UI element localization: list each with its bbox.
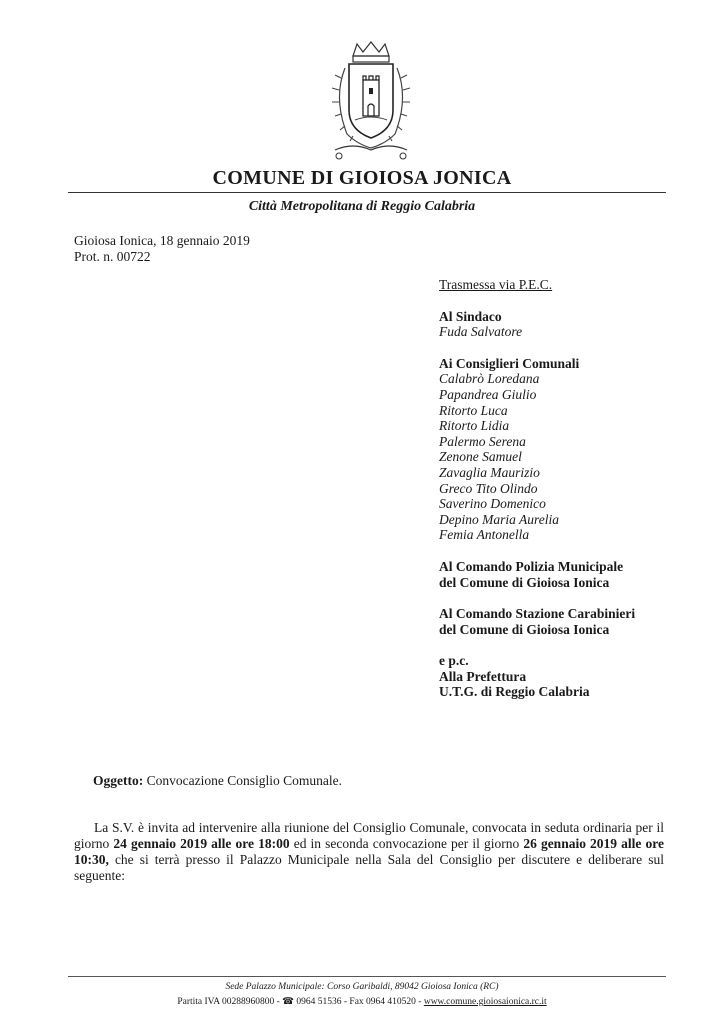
consiglieri-heading: Ai Consiglieri Comunali <box>439 355 580 371</box>
letter-meta <box>74 233 250 265</box>
municipality-subtitle: Città Metropolitana di Reggio Calabria <box>248 199 476 214</box>
place-date: Gioiosa Ionica, 18 gennaio 2019 <box>74 233 250 248</box>
consigliere-name: Zavaglia Maurizio <box>439 464 540 480</box>
consigliere-name: Femia Antonella <box>439 527 530 543</box>
website-link[interactable]: www.comune.gioiosaionica.rc.it <box>423 997 547 1007</box>
footer-address: Sede Palazzo Municipale: Corso Garibaldi, 89042 Gioiosa Ionica (RC) <box>225 982 499 992</box>
carabinieri-subheading: del Comune di Gioiosa Ionica <box>439 621 610 637</box>
consigliere-name: Papandrea Giulio <box>439 386 537 402</box>
body-part-1: La S.V. è invita ad intervenire alla riunione del Consiglio Comunale, convocata in seduta ordinaria per il giorno <box>74 820 664 851</box>
pc-label: e p.c. <box>439 653 469 669</box>
recipients-block <box>439 277 635 700</box>
subject-label: Oggetto: <box>93 773 144 788</box>
transmission-note: Trasmessa via P.E.C. <box>439 277 553 292</box>
consigliere-name: Calabrò Loredana <box>439 371 540 387</box>
consigliere-name: Palermo Serena <box>439 433 526 449</box>
consigliere-name: Saverino Domenico <box>439 496 546 512</box>
polizia-heading: Al Comando Polizia Municipale <box>439 558 624 574</box>
sindaco-heading: Al Sindaco <box>439 308 502 324</box>
subject-text: Convocazione Consiglio Comunale. <box>146 773 342 788</box>
footer-vat-phone-fax: Partita IVA 00288960800 - ☎ 0964 51536 - Fax 0964 410520 - <box>177 997 424 1007</box>
body-part-3: che si terrà presso il Palazzo Municipale nella Sala del Consiglio per discutere e deliberare sul seguente: <box>74 852 664 883</box>
consigliere-name: Depino Maria Aurelia <box>439 511 559 527</box>
first-convocation-date: 24 gennaio 2019 alle ore 18:00 <box>113 836 290 851</box>
sindaco-name: Fuda Salvatore <box>439 324 523 340</box>
footer-contacts <box>0 996 724 1007</box>
header-divider <box>68 192 666 193</box>
consigliere-name: Greco Tito Olindo <box>439 480 538 496</box>
letter-body <box>74 820 664 884</box>
protocol-number: Prot. n. 00722 <box>74 249 151 264</box>
polizia-subheading: del Comune di Gioiosa Ionica <box>439 574 610 590</box>
consigliere-name: Zenone Samuel <box>439 449 522 465</box>
consigliere-name: Ritorto Luca <box>439 402 508 418</box>
consigliere-name: Ritorto Lidia <box>439 418 510 434</box>
carabinieri-heading: Al Comando Stazione Carabinieri <box>439 606 636 622</box>
municipal-crest-icon <box>325 38 417 162</box>
prefettura-heading: Alla Prefettura <box>439 668 527 684</box>
municipality-title: COMUNE DI GIOIOSA JONICA <box>212 167 512 189</box>
prefettura-subheading: U.T.G. di Reggio Calabria <box>439 684 590 700</box>
subject-line <box>93 773 342 789</box>
footer-divider <box>68 976 666 977</box>
body-part-2: ed in seconda convocazione per il giorno <box>289 836 524 851</box>
second-convocation-date: 26 gennaio 2019 alle ore 10:30, <box>74 836 664 867</box>
